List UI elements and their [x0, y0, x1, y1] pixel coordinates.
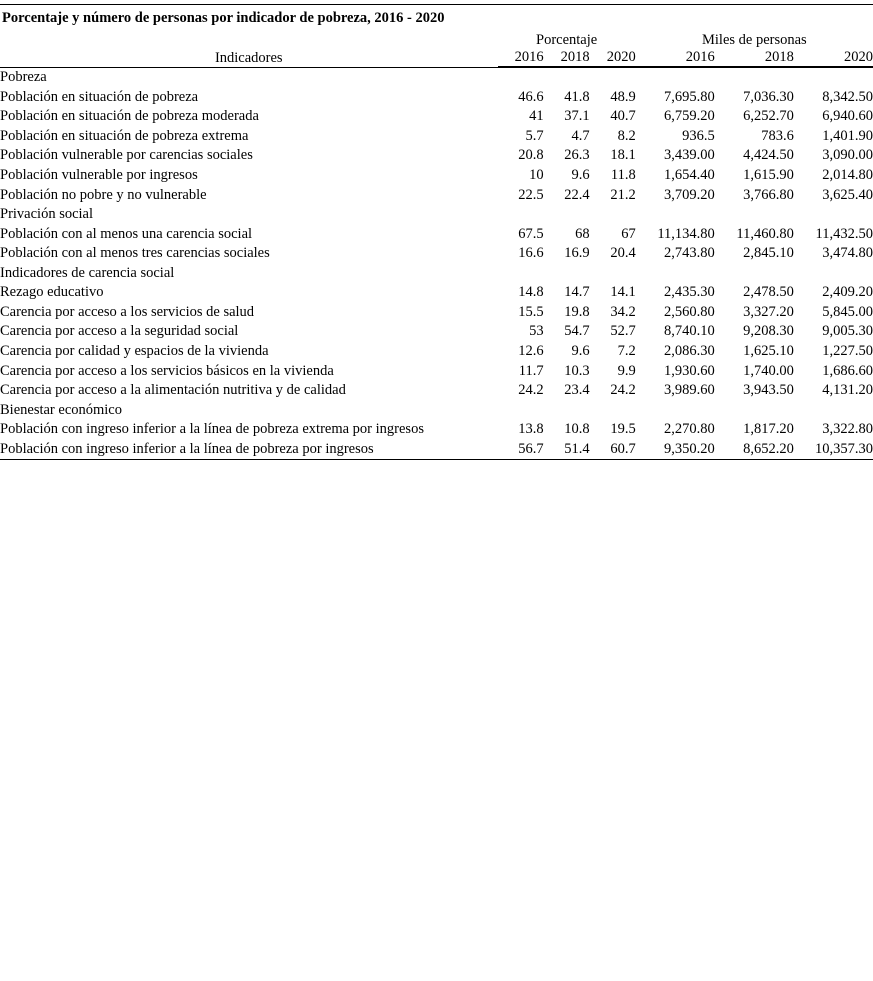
- table-page: [0, 4, 873, 981]
- cell-value: 2,409.20: [822, 284, 873, 301]
- cell-value: 40.7: [610, 108, 636, 125]
- cell-value: 41.8: [564, 88, 590, 105]
- cell-value: 20.4: [610, 245, 636, 262]
- cell-value: 14.1: [610, 284, 636, 301]
- cell-value: 46.6: [518, 88, 544, 105]
- cell-value: 20.8: [518, 147, 544, 164]
- table-row: [0, 440, 873, 460]
- cell-value: 11.7: [518, 362, 544, 379]
- cell-value: 41: [529, 108, 544, 125]
- cell-value: [590, 264, 636, 284]
- cell-value: 12.6: [518, 343, 544, 359]
- cell-value: 3,327.20: [743, 303, 794, 320]
- cell-value: 6,940.60: [822, 108, 873, 125]
- cell-value: [498, 401, 544, 421]
- row-label: Población con al menos tres carencias sociales: [0, 245, 270, 262]
- column-header-porcentaje-2016: 2016: [498, 49, 544, 67]
- table-row: [0, 322, 873, 342]
- cell-value: [544, 68, 590, 88]
- cell-value: 3,474.80: [822, 245, 873, 262]
- cell-value: [636, 205, 715, 225]
- row-label: Carencia por acceso a los servicios de salud: [0, 303, 255, 320]
- table-row: [0, 303, 873, 323]
- cell-value: 3,943.50: [743, 382, 794, 399]
- cell-value: 22.4: [564, 186, 590, 203]
- cell-value: 3,322.80: [822, 421, 873, 438]
- column-group-porcentaje: Porcentaje: [536, 32, 598, 49]
- cell-value: 3,090.00: [822, 147, 873, 164]
- cell-value: 21.2: [610, 186, 636, 203]
- poverty-indicators-table: [0, 32, 873, 460]
- row-label: Población en situación de pobreza: [0, 88, 199, 105]
- cell-value: 54.7: [564, 323, 590, 340]
- column-header-indicadores: Indicadores: [214, 49, 283, 66]
- cell-value: 11,460.80: [736, 225, 794, 242]
- cell-value: 60.7: [590, 440, 636, 460]
- cell-value: 1,686.60: [822, 362, 873, 379]
- cell-value: 8,740.10: [664, 323, 715, 340]
- cell-value: 14.7: [564, 284, 590, 301]
- cell-value: 1,930.60: [664, 362, 715, 379]
- cell-value: 3,709.20: [664, 186, 715, 203]
- section-header-row: [0, 68, 873, 88]
- cell-value: [794, 264, 873, 284]
- cell-value: 10,357.30: [794, 440, 873, 460]
- cell-value: 34.2: [610, 303, 636, 320]
- cell-value: 10: [529, 166, 544, 183]
- section-label: Pobreza: [0, 69, 47, 86]
- table-row: [0, 186, 873, 206]
- cell-value: [544, 401, 590, 421]
- column-header-porcentaje-2020: 2020: [590, 49, 636, 67]
- cell-value: 9,350.20: [636, 440, 715, 460]
- column-group-miles-de-personas: Miles de personas: [702, 32, 807, 49]
- cell-value: 13.8: [518, 421, 544, 438]
- cell-value: [498, 68, 544, 88]
- cell-value: 10.8: [564, 421, 590, 438]
- section-label: Privación social: [0, 206, 94, 223]
- row-label: Población en situación de pobreza moderada: [0, 108, 259, 125]
- cell-value: 2,435.30: [664, 284, 715, 301]
- section-header-row: [0, 205, 873, 225]
- cell-value: 11.8: [610, 166, 636, 183]
- cell-value: 1,654.40: [664, 166, 715, 183]
- row-label: Población con ingreso inferior a la línea de pobreza por ingresos: [0, 440, 498, 460]
- cell-value: 1,401.90: [822, 127, 873, 144]
- cell-value: 67.5: [518, 225, 544, 242]
- cell-value: 4,131.20: [822, 382, 873, 399]
- table-row: [0, 420, 873, 440]
- cell-value: 51.4: [544, 440, 590, 460]
- cell-value: 9,208.30: [743, 323, 794, 340]
- table-row: [0, 283, 873, 303]
- cell-value: 1,817.20: [743, 421, 794, 438]
- table-row: [0, 166, 873, 186]
- cell-value: 24.2: [610, 382, 636, 399]
- cell-value: 11,432.50: [815, 225, 873, 242]
- cell-value: 2,560.80: [664, 303, 715, 320]
- cell-value: 2,014.80: [822, 166, 873, 183]
- cell-value: 9,005.30: [822, 323, 873, 340]
- cell-value: 56.7: [498, 440, 544, 460]
- table-body: [0, 68, 873, 460]
- cell-value: [590, 401, 636, 421]
- cell-value: 7.2: [617, 343, 636, 359]
- cell-value: 8.2: [617, 127, 636, 144]
- row-label: Población vulnerable por ingresos: [0, 166, 198, 183]
- cell-value: 10.3: [564, 362, 590, 379]
- row-label: Carencia por calidad y espacios de la vivienda: [0, 343, 269, 359]
- cell-value: [544, 205, 590, 225]
- cell-value: 19.8: [564, 303, 590, 320]
- cell-value: 8,342.50: [822, 88, 873, 105]
- cell-value: 9.6: [571, 166, 590, 183]
- cell-value: 18.1: [610, 147, 636, 164]
- cell-value: 2,086.30: [664, 343, 715, 359]
- cell-value: 14.8: [518, 284, 544, 301]
- cell-value: 3,766.80: [743, 186, 794, 203]
- cell-value: 2,743.80: [664, 245, 715, 262]
- cell-value: 5.7: [525, 127, 544, 144]
- cell-value: [636, 68, 715, 88]
- column-header-miles-2020: 2020: [794, 49, 873, 67]
- cell-value: 16.6: [518, 245, 544, 262]
- table-row: [0, 127, 873, 147]
- table-row: [0, 362, 873, 382]
- cell-value: 37.1: [564, 108, 590, 125]
- column-header-porcentaje-2018: 2018: [544, 49, 590, 67]
- cell-value: 2,845.10: [743, 245, 794, 262]
- cell-value: 15.5: [518, 303, 544, 320]
- row-label: Carencia por acceso a la seguridad social: [0, 323, 239, 340]
- cell-value: 67: [621, 225, 636, 242]
- cell-value: 52.7: [610, 323, 636, 340]
- cell-value: 6,759.20: [664, 108, 715, 125]
- row-label: Rezago educativo: [0, 284, 104, 301]
- cell-value: 7,036.30: [743, 88, 794, 105]
- cell-value: [590, 68, 636, 88]
- cell-value: 11,134.80: [657, 225, 715, 242]
- cell-value: 783.6: [761, 127, 794, 144]
- cell-value: 2,478.50: [743, 284, 794, 301]
- table-row: [0, 342, 873, 362]
- table-row: [0, 381, 873, 401]
- table-head: [0, 32, 873, 68]
- cell-value: [715, 264, 794, 284]
- cell-value: 1,740.00: [743, 362, 794, 379]
- cell-value: [636, 401, 715, 421]
- cell-value: 3,625.40: [822, 186, 873, 203]
- page-title: Porcentaje y número de personas por indicador de pobreza, 2016 - 2020: [2, 10, 445, 26]
- cell-value: 26.3: [564, 147, 590, 164]
- cell-value: 2,270.80: [664, 421, 715, 438]
- section-label: Bienestar económico: [0, 401, 122, 418]
- section-header-row: [0, 264, 873, 284]
- cell-value: 3,439.00: [664, 147, 715, 164]
- row-label: Carencia por acceso a la alimentación nutritiva y de calidad: [0, 382, 346, 399]
- column-header-miles-2018: 2018: [715, 49, 794, 67]
- section-header-row: [0, 401, 873, 421]
- cell-value: 9.9: [617, 362, 636, 379]
- cell-value: 53: [529, 323, 544, 340]
- cell-value: 1,615.90: [743, 166, 794, 183]
- cell-value: 9.6: [571, 343, 590, 359]
- cell-value: 68: [575, 225, 590, 242]
- cell-value: 19.5: [610, 421, 636, 438]
- cell-value: 48.9: [610, 88, 636, 105]
- cell-value: [715, 205, 794, 225]
- cell-value: 3,989.60: [664, 382, 715, 399]
- cell-value: 936.5: [682, 127, 715, 144]
- cell-value: 4,424.50: [743, 147, 794, 164]
- row-label: Población vulnerable por carencias sociales: [0, 147, 253, 164]
- header-group-row: [0, 32, 873, 49]
- cell-value: [715, 401, 794, 421]
- cell-value: [636, 264, 715, 284]
- section-label: Indicadores de carencia social: [0, 264, 175, 281]
- row-label: Carencia por acceso a los servicios básicos en la vivienda: [0, 362, 334, 379]
- table-row: [0, 146, 873, 166]
- cell-value: 24.2: [518, 382, 544, 399]
- row-label: Población en situación de pobreza extrema: [0, 127, 249, 144]
- cell-value: [794, 68, 873, 88]
- column-header-miles-2016: 2016: [636, 49, 715, 67]
- cell-value: 8,652.20: [715, 440, 794, 460]
- cell-value: 16.9: [564, 245, 590, 262]
- cell-value: 22.5: [518, 186, 544, 203]
- table-row: [0, 88, 873, 108]
- cell-value: [715, 68, 794, 88]
- row-label: Población con al menos una carencia social: [0, 225, 253, 242]
- cell-value: [544, 264, 590, 284]
- table-row: [0, 107, 873, 127]
- cell-value: [590, 205, 636, 225]
- cell-value: 5,845.00: [822, 303, 873, 320]
- cell-value: 23.4: [564, 382, 590, 399]
- cell-value: 1,227.50: [822, 343, 873, 359]
- row-label: Población no pobre y no vulnerable: [0, 186, 207, 203]
- row-label: Población con ingreso inferior a la línea de pobreza extrema por ingresos: [0, 421, 424, 438]
- cell-value: [498, 264, 544, 284]
- cell-value: 1,625.10: [743, 343, 794, 359]
- cell-value: 6,252.70: [743, 108, 794, 125]
- cell-value: [794, 205, 873, 225]
- cell-value: 4.7: [571, 127, 590, 144]
- table-row: [0, 244, 873, 264]
- cell-value: [498, 205, 544, 225]
- cell-value: [794, 401, 873, 421]
- cell-value: 7,695.80: [664, 88, 715, 105]
- table-row: [0, 225, 873, 245]
